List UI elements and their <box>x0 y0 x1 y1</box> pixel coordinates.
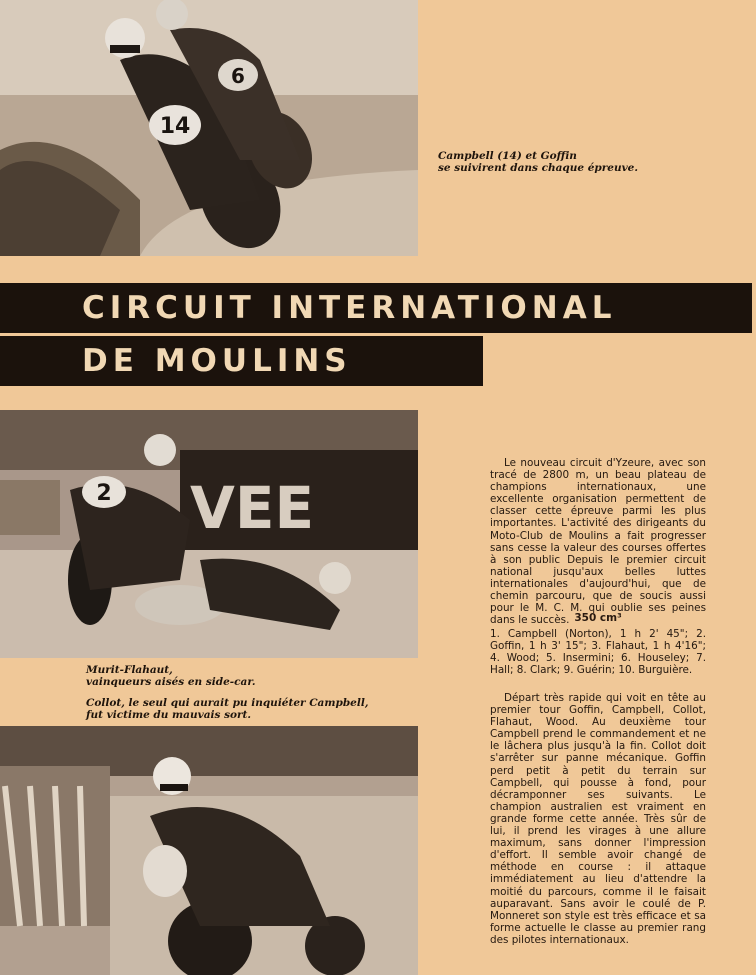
caption-bottom-line-1: Collot, le seul qui aurait pu inquiéter Campbell, <box>86 697 369 709</box>
photo-sidecar <box>0 410 418 658</box>
title-line-1: CIRCUIT INTERNATIONAL <box>0 283 752 333</box>
photo-campbell-goffin <box>0 0 418 256</box>
photo-sidecar-illustration <box>0 410 418 658</box>
caption-top-line-2: se suivirent dans chaque épreuve. <box>438 162 639 174</box>
class-heading: 350 cm³ <box>574 612 622 624</box>
caption-bottom <box>86 697 406 721</box>
caption-middle-line-1: Murit-Flahaut, <box>86 664 173 676</box>
plate-2: 2 <box>96 481 112 506</box>
caption-top <box>438 150 738 174</box>
race-results: 1. Campbell (Norton), 1 h 2' 45"; 2. Goffin, 1 h 3' 15"; 3. Flahaut, 1 h 4'16"; 4. Wood; 5. Insermini; 6. Houseley; 7. Hall; 8. Clark; 9. Guérin; 10. Burguière. <box>490 628 706 677</box>
caption-bottom-line-2: fut victime du mauvais sort. <box>86 709 252 721</box>
caption-middle <box>86 664 386 688</box>
plate-14: 14 <box>159 114 191 139</box>
title-line-2: DE MOULINS <box>0 336 483 386</box>
photo-collot-illustration <box>0 726 418 975</box>
track-banner-text: VEE <box>190 474 315 542</box>
photo-campbell-goffin-illustration <box>0 0 418 256</box>
race-report: Départ très rapide qui voit en tête au premier tour Goffin, Campbell, Collot, Flahaut, Wood. Au deuxième tour Campbell prend le commandement et ne le lâchera plus jusqu'à la fin. Collot doit s'arrêter sur panne mécanique. Goffin perd petit à petit du terrain sur Campbell, qui pousse à fond, pour décramponner ses suivants. Le champion australien est vraiment en grande forme cette année. Très sûr de lui, il prend les virages à une allure maximum, sans donner l'impression d'effort. Il semble avoir changé de méthode en course : il attaque immédiatement au lieu d'attendre la moitié du parcours, comme il le faisait auparavant. Sans avoir le coulé de P. Monneret son style est très efficace et sa forme actuelle le classe au premier rang des pilotes internationaux. <box>490 692 706 946</box>
article-intro: Le nouveau circuit d'Yzeure, avec son tracé de 2800 m, un beau plateau de champions internationaux, une excellente organisation permettent de classer cette épreuve parmi les plus importantes. L'activité des dirigeants du Moto-Club de Moulins a fait progresser sans cesse la valeur des courses offertes à son public Depuis le premier circuit national jusqu'aux belles luttes internationales d'aujourd'hui, que de chemin parcouru, que de soucis aussi pour le M. C. M. qui oublie ses peines dans le succès. <box>490 457 706 627</box>
caption-top-line-1: Campbell (14) et Goffin <box>438 150 577 162</box>
plate-6: 6 <box>231 64 245 88</box>
photo-collot <box>0 726 418 975</box>
caption-middle-line-2: vainqueurs aisés en side-car. <box>86 676 256 688</box>
